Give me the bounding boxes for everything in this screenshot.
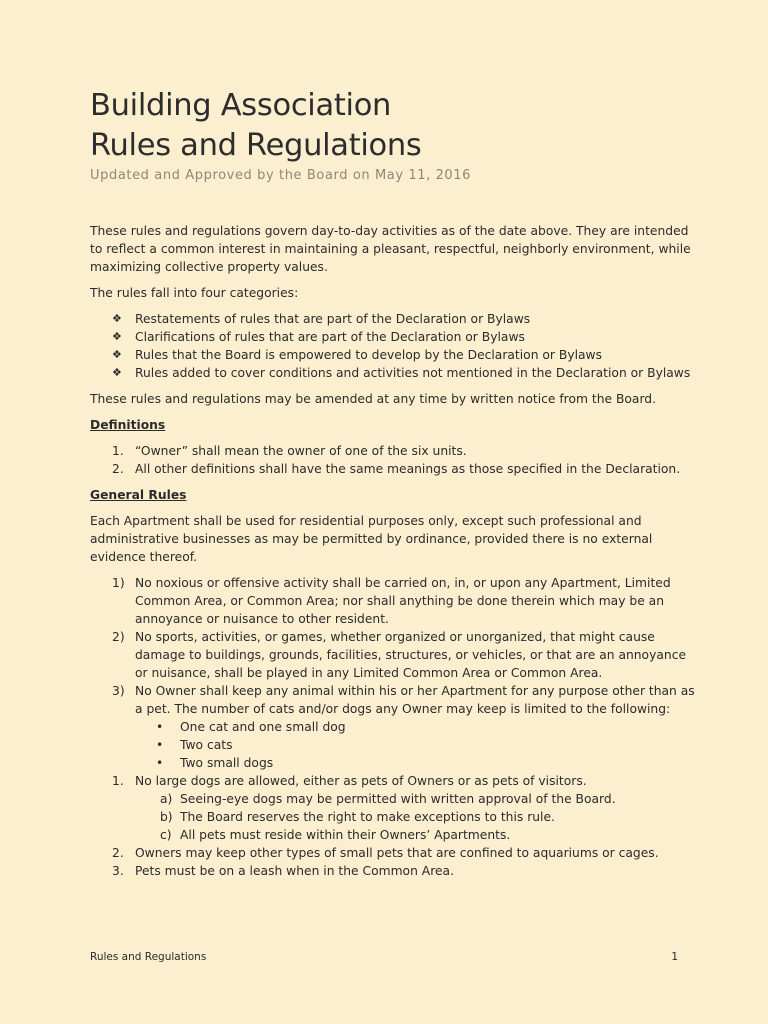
intro-paragraph: These rules and regulations govern day-to-day activities as of the date above. They are intended to reflect a common interest in maintaining a pleasant, respectful, neighborly environment, while maximizing collective property values. <box>90 224 691 274</box>
title-line-1: Building Association <box>90 88 392 123</box>
pet-option-item: • Two cats <box>156 738 233 752</box>
title-line-2: Rules and Regulations <box>90 128 422 163</box>
dog-subrule-item: a) Seeing-eye dogs may be permitted with written approval of the Board. <box>160 792 616 806</box>
pet-option-item: • Two small dogs <box>156 756 274 770</box>
diamond-bullet-icon: ❖ <box>112 366 122 379</box>
definition-item: 2. All other definitions shall have the same meanings as those specified in the Declaration. <box>112 462 681 476</box>
amend-note: These rules and regulations may be amended at any time by written notice from the Board. <box>90 392 657 406</box>
pet-rule-item: 1. No large dogs are allowed, either as pets of Owners or as pets of visitors. <box>112 774 587 788</box>
rule-item: 3) No Owner shall keep any animal within his or her Apartment for any purpose other than as a pet. The number of cats and/or dogs any Owner may keep is limited to the following: <box>112 684 695 716</box>
general-intro: Each Apartment shall be used for residential purposes only, except such professional and administrative businesses as may be permitted by ordinance, provided there is no external evidence thereof. <box>90 514 653 564</box>
categories-intro: The rules fall into four categories: <box>90 286 299 300</box>
page-footer <box>90 951 678 963</box>
document-subtitle: Updated and Approved by the Board on May 11, 2016 <box>90 168 472 183</box>
bullet-icon: • <box>156 720 164 734</box>
definitions-list <box>90 442 700 478</box>
document-body <box>90 222 700 880</box>
diamond-bullet-icon: ❖ <box>112 330 122 343</box>
footer-title: Rules and Regulations <box>90 951 207 963</box>
pet-options-list <box>90 718 700 772</box>
diamond-bullet-icon: ❖ <box>112 312 122 325</box>
diamond-bullet-icon: ❖ <box>112 348 122 361</box>
pet-rules-list <box>90 772 700 880</box>
definition-item: 1. “Owner” shall mean the owner of one of the six units. <box>112 444 467 458</box>
page-number: 1 <box>671 951 678 963</box>
categories-list <box>90 310 700 382</box>
pet-option-item: • One cat and one small dog <box>156 720 346 734</box>
category-item: ❖ Rules that the Board is empowered to develop by the Declaration or Bylaws <box>112 348 603 362</box>
definitions-heading: Definitions <box>90 418 166 432</box>
general-rules-heading: General Rules <box>90 488 187 502</box>
rules-list <box>90 574 700 718</box>
pet-rule-item: 2. Owners may keep other types of small pets that are confined to aquariums or cages. <box>112 846 659 860</box>
dog-subrule-item: b) The Board reserves the right to make exceptions to this rule. <box>160 810 555 824</box>
category-item: ❖ Rules added to cover conditions and activities not mentioned in the Declaration or Bylaws <box>112 366 691 380</box>
rule-item: 1) No noxious or offensive activity shall be carried on, in, or upon any Apartment, Limited Common Area, or Common Area; nor shall anything be done therein which may be an annoyance or nuisance to other resident. <box>112 576 671 626</box>
bullet-icon: • <box>156 756 164 770</box>
rule-item: 2) No sports, activities, or games, whether organized or unorganized, that might cause damage to buildings, grounds, facilities, structures, or vehicles, or that are an annoyance or nuisance, shall be played in any Limited Common Area or Common Area. <box>112 630 687 680</box>
pet-rule-item: 3. Pets must be on a leash when in the Common Area. <box>112 864 454 878</box>
document-title <box>90 86 422 166</box>
category-item: ❖ Clarifications of rules that are part of the Declaration or Bylaws <box>112 330 525 344</box>
bullet-icon: • <box>156 738 164 752</box>
category-item: ❖ Restatements of rules that are part of the Declaration or Bylaws <box>112 312 531 326</box>
dog-subrule-item: c) All pets must reside within their Owners’ Apartments. <box>160 828 511 842</box>
